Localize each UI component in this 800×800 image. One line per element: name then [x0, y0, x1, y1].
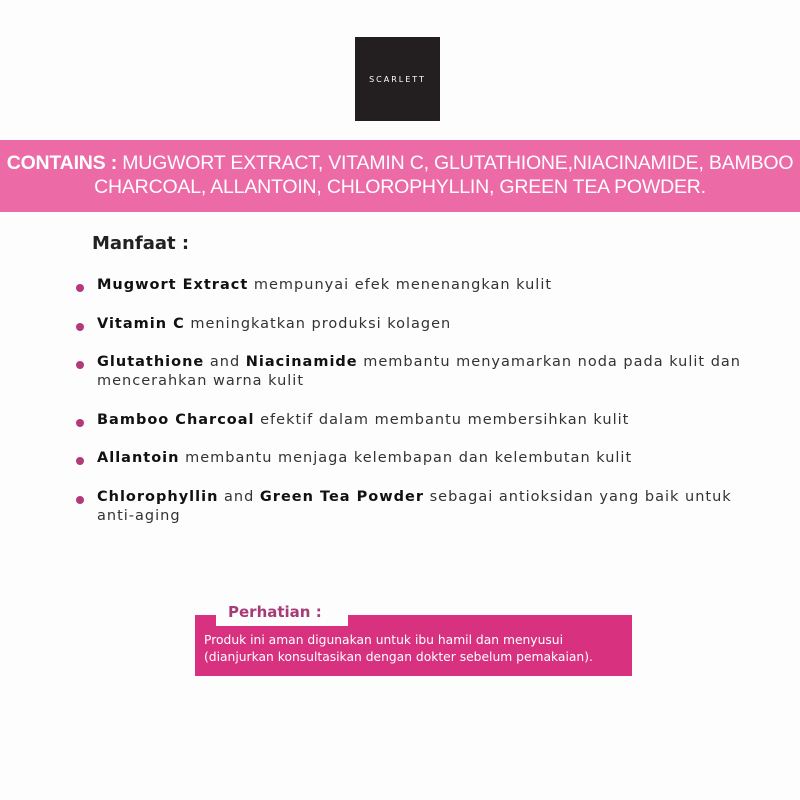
bullet-icon [76, 361, 84, 369]
contains-label: CONTAINS : [6, 152, 117, 174]
bullet-icon [76, 284, 84, 292]
benefit-text: efektif dalam membantu membersihkan kulit [254, 411, 630, 428]
benefit-text: membantu menjaga kelembapan dan kelembutan kulit [179, 450, 633, 466]
bullet-icon [76, 323, 84, 331]
ingredient-name: Niacinamide [245, 354, 358, 370]
contains-text: MUGWORT EXTRACT, VITAMIN C, GLUTATHIONE,NIACINAMIDE, BAMBOO CHARCOAL, ALLANTOIN, CHLOROPHYLLIN, GREEN TEA POWDER. [94, 152, 794, 198]
ingredient-name: Chlorophyllin [97, 488, 219, 505]
benefits-list [76, 276, 766, 545]
list-item [76, 276, 766, 295]
ingredient-name: Glutathione [97, 354, 205, 370]
benefit-text: mempunyai efek menenangkan kulit [248, 277, 553, 293]
list-item [76, 449, 766, 468]
ingredient-name: Mugwort Extract [97, 277, 249, 293]
benefit-text: meningkatkan produksi kolagen [184, 315, 452, 332]
bullet-icon [76, 496, 84, 504]
notice-line-1: Produk ini aman digunakan untuk ibu hamil dan menyusui [204, 633, 563, 647]
list-item [76, 353, 766, 391]
list-item [76, 488, 766, 526]
list-item [76, 315, 766, 334]
list-item [76, 411, 766, 430]
ingredient-name: Allantoin [97, 450, 180, 466]
connector-text: and [218, 488, 260, 505]
ingredient-name: Bamboo Charcoal [97, 411, 255, 428]
bullet-icon [76, 457, 84, 465]
benefit-text: sebagai antioksidan yang baik untuk anti-aging [97, 488, 732, 524]
logo-text: SCARLETT [369, 74, 426, 84]
notice-line-2: (dianjurkan konsultasikan dengan dokter sebelum pemakaian). [204, 650, 593, 664]
benefit-text: membantu menyamarkan noda pada kulit dan mencerahkan warna kulit [97, 354, 741, 389]
ingredient-name: Vitamin C [97, 315, 185, 332]
benefits-title: Manfaat : [92, 233, 190, 254]
contains-banner [0, 140, 800, 212]
connector-text: and [204, 354, 246, 370]
notice-title: Perhatian : [216, 598, 348, 626]
scarlett-logo [355, 37, 440, 121]
bullet-icon [76, 419, 84, 427]
ingredient-name: Green Tea Powder [259, 488, 424, 505]
